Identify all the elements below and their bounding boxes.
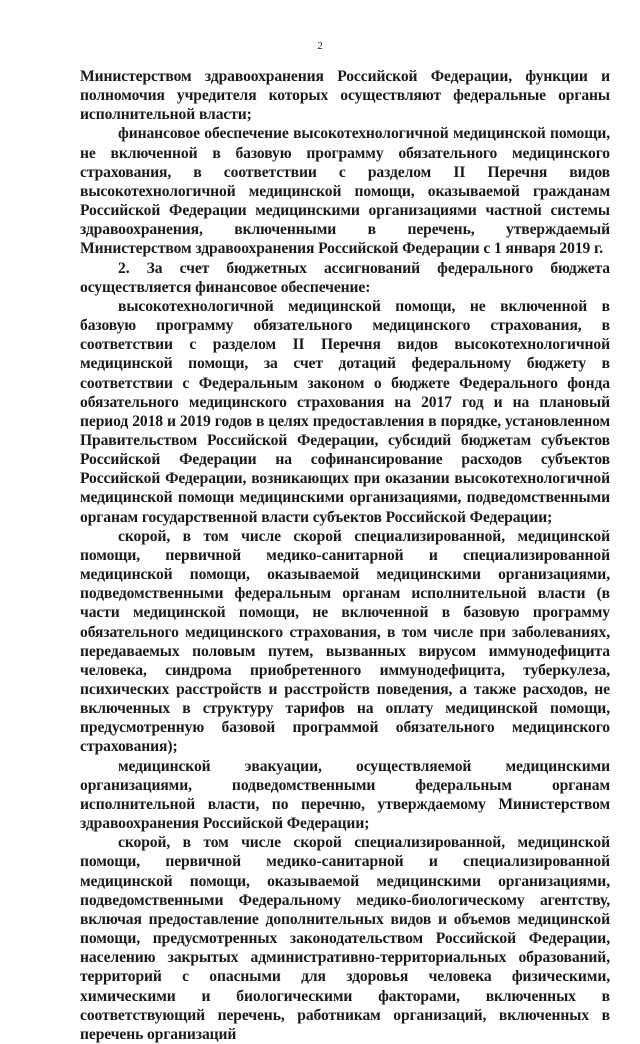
document-body	[80, 67, 610, 1044]
paragraph: финансовое обеспечение высокотехнологичной медицинской помощи, не включенной в базовую программу обязательного медицинского страхования, в соответствии с разделом II Перечня видов высокотехнологичной медицинской помощи, оказываемой гражданам Российской Федерации медицинскими организациями частной системы здравоохранения, включенными в перечень, утверждаемый Министерством здравоохранения Российской Федерации с 1 января 2019 г.	[80, 125, 610, 258]
paragraph: медицинской эвакуации, осуществляемой медицинскими организациями, подведомственными федеральным органам исполнительной власти, по перечню, утверждаемому Министерством здравоохранения Российской Федерации;	[80, 757, 610, 833]
paragraph: скорой, в том числе скорой специализированной, медицинской помощи, первичной медико-санитарной и специализированной медицинской помощи, оказываемой медицинскими организациями, подведомственными федеральным органам исполнительной власти (в части медицинской помощи, не включенной в базовую программу обязательного медицинского страхования, в том числе при заболеваниях, передаваемых половым путем, вызванных вирусом иммунодефицита человека, синдрома приобретенного иммунодефицита, туберкулеза, психических расстройств и расстройств поведения, а также расходов, не включенных в структуру тарифов на оплату медицинской помощи, предусмотренную базовой программой обязательного медицинского страхования);	[80, 527, 610, 756]
paragraph: Министерством здравоохранения Российской Федерации, функции и полномочия учредителя которых осуществляют федеральные органы исполнительной власти;	[80, 68, 610, 124]
paragraph: высокотехнологичной медицинской помощи, не включенной в базовую программу обязательного медицинского страхования, в соответствии с разделом II Перечня видов высокотехнологичной медицинской помощи, за счет дотаций федеральному бюджету в соответствии с Федеральным законом о бюджете Федерального фонда обязательного медицинского страхования на 2017 год и на плановый период 2018 и 2019 годов в целях предоставления в порядке, установленном Правительством Российской Федерации, субсидий бюджетам субъектов Российской Федерации на софинансирование расходов субъектов Российской Федерации, возникающих при оказании высокотехнологичной медицинской помощи медицинскими организациями, подведомственными органам государственной власти субъектов Российской Федерации;	[80, 297, 610, 526]
paragraph: скорой, в том числе скорой специализированной, медицинской помощи, первичной медико-санитарной и специализированной медицинской помощи, оказываемой медицинскими организациями, подведомственными Федеральному медико-биологическому агентству, включая предоставление дополнительных видов и объемов медицинской помощи, предусмотренных законодательством Российской Федерации, населению закрытых административно-территориальных образований, территорий с опасными для здоровья человека физическими, химическими и биологическими факторами, включенных в соответствующий перечень, работникам организаций, включенных в перечень организаций	[80, 834, 610, 1043]
paragraph: 2. За счет бюджетных ассигнований федерального бюджета осуществляется финансовое обеспечение:	[80, 259, 610, 296]
page-number: 2	[317, 40, 323, 52]
